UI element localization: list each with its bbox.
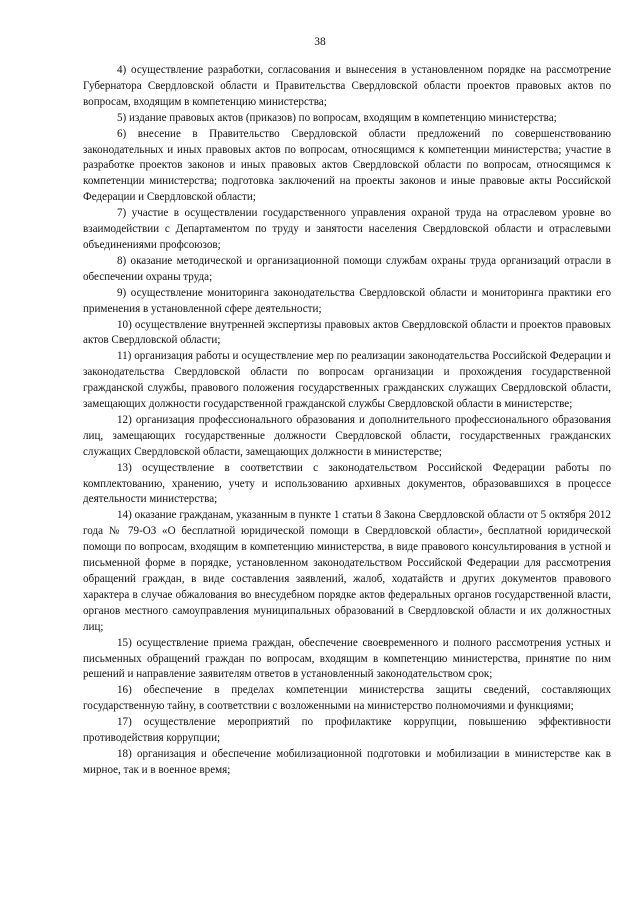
paragraph-item-10: 10) осуществление внутренней экспертизы правовых актов Свердловской области и проектов правовых актов Свердловской области; bbox=[83, 318, 611, 347]
paragraph-item-9: 9) осуществление мониторинга законодательства Свердловской области и мониторинга практики его применения в установленной сфере деятельности; bbox=[83, 286, 611, 315]
paragraph-item-13: 13) осуществление в соответствии с законодательством Российской Федерации работы по комплектованию, хранению, учету и использованию архивных документов, образовавшихся в процессе деятельности министерства; bbox=[83, 461, 611, 506]
paragraph-item-7: 7) участие в осуществлении государственного управления охраной труда на отраслевом уровне во взаимодействии с Департаментом по труду и занятости населения Свердловской области и отраслевыми объединениями профсоюзов; bbox=[83, 207, 611, 251]
paragraph-item-4: 4) осуществление разработки, согласования и вынесения в установленном порядке на рассмотрение Губернатора Свердловской области и Правительства Свердловской области проектов правовых актов по вопросам, входящим в компетенцию министерства; bbox=[83, 64, 611, 108]
paragraph-item-5: 5) издание правовых актов (приказов) по вопросам, входящим в компетенцию министерства; bbox=[117, 111, 557, 124]
paragraph-item-8: 8) оказание методической и организационной помощи службам охраны труда организаций отрасли в обеспечении охраны труда; bbox=[83, 254, 611, 283]
paragraph-item-6: 6) внесение в Правительство Свердловской области предложений по совершенствованию законодательных и иных правовых актов по вопросам, относящимся к компетенции министерства; участие в разработке проектов законов и иных правовых актов Свердловской области по вопросам, относящимся к компетенции министерства; подготовка заключений на проекты законов и иные правовые акты Российской Федерации и Свердловской области; bbox=[83, 127, 611, 204]
paragraph-item-14: 14) оказание гражданам, указанным в пункте 1 статьи 8 Закона Свердловской области от 5 октября 2012 года № 79-ОЗ «О бесплатной юридической помощи в Свердловской области», бесплатной юридической помощи по вопросам, входящим в компетенцию министерства, в виде правового консультирования в устной и письменной форме в порядке, установленном законодательством Российской Федерации для рассмотрения обращений граждан, в виде составления заявлений, жалоб, ходатайств и других документов правового характера в случае обжалования во внесудебном порядке актов федеральных органов государственной власти, органов местного самоуправления муниципальных образований в Свердловской области и их должностных лиц; bbox=[83, 509, 611, 633]
page-number: 38 bbox=[314, 36, 326, 48]
paragraph-item-16: 16) обеспечение в пределах компетенции министерства защиты сведений, составляющих государственную тайну, в соответствии с возложенными на министерство полномочиями и функциями; bbox=[83, 684, 611, 713]
paragraph-item-11: 11) организация работы и осуществление мер по реализации законодательства Российской Федерации и законодательства Свердловской области по вопросам организации и прохождения государственной гражданской службы, правового положения государственных гражданских служащих Свердловской области, замещающих должности государственной гражданской службы Свердловской области в министерстве; bbox=[83, 350, 611, 411]
paragraph-item-18: 18) организация и обеспечение мобилизационной подготовки и мобилизации в министерстве как в мирное, так и в военное время; bbox=[83, 747, 611, 776]
paragraph-item-17: 17) осуществление мероприятий по профилактике коррупции, повышению эффективности противодействия коррупции; bbox=[83, 716, 611, 745]
document-body bbox=[83, 63, 611, 779]
paragraph-item-12: 12) организация профессионального образования и дополнительного профессионального образования лиц, замещающих государственные должности Свердловской области, государственных гражданских служащих Свердловской области, замещающих должности в министерстве; bbox=[83, 413, 611, 458]
paragraph-item-15: 15) осуществление приема граждан, обеспечение своевременного и полного рассмотрения устных и письменных обращений граждан по вопросам, входящим в компетенцию министерства, принятие по ним решений и направление заявителям ответов в установленный законодательством срок; bbox=[83, 636, 611, 681]
